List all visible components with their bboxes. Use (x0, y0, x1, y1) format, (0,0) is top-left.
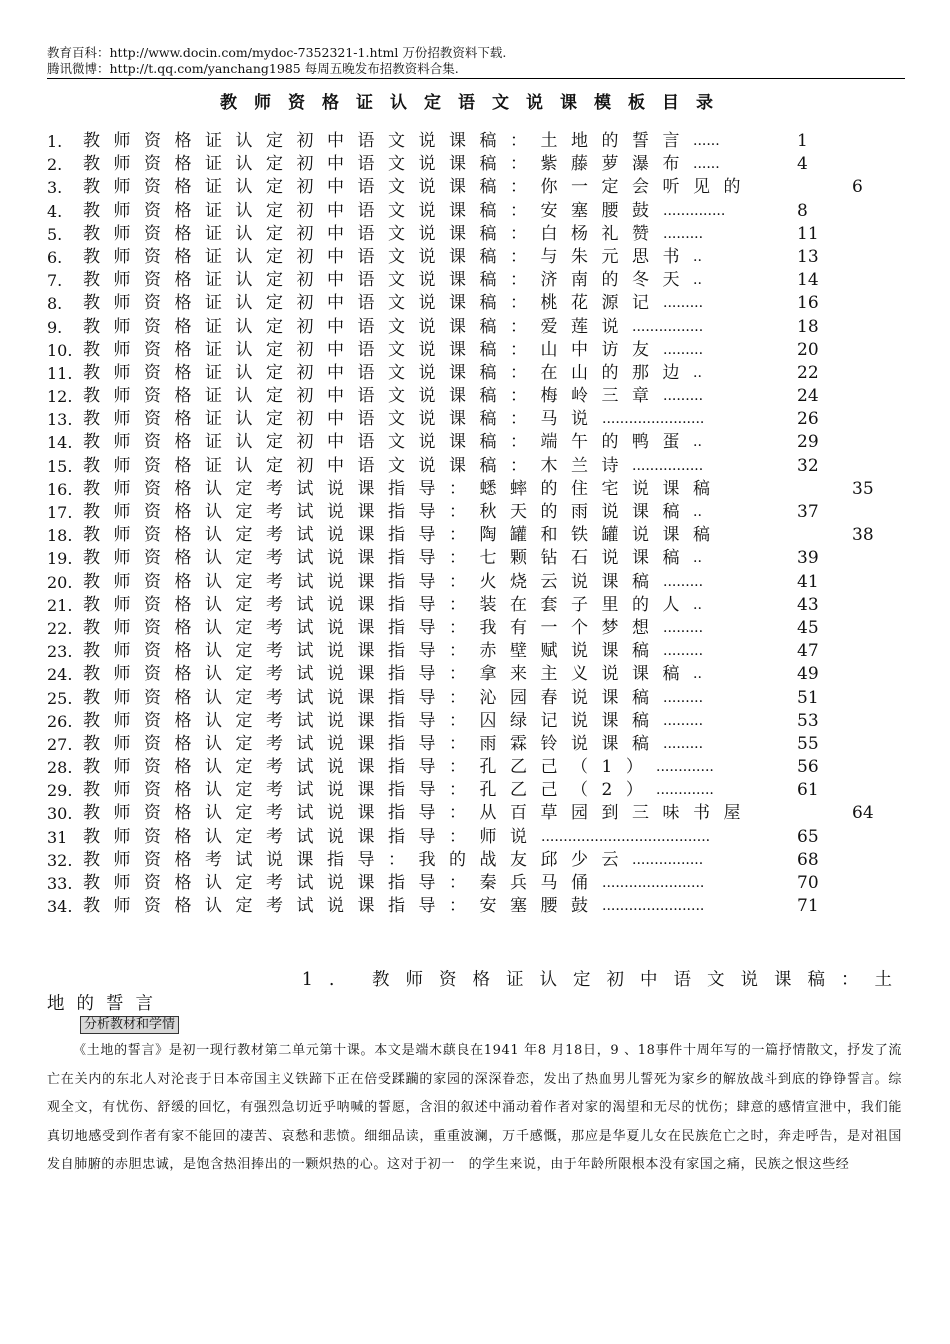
toc-entry-title: 教师资格考试说课指导：我的战友邱少云 (83, 849, 632, 870)
toc-entry-leader: .. (693, 550, 702, 567)
toc-entry-leader: ....................... (602, 411, 705, 428)
toc-entry-title: 教师资格认定考试说课指导：孔乙己（2） (83, 780, 657, 801)
toc-entry-title: 教师资格证认定初中语文说课稿：与朱元思书 (83, 246, 693, 267)
toc-entry-number: 3. (47, 178, 63, 198)
toc-entry-title: 教师资格认定考试说课指导：沁园春说课稿 (83, 687, 663, 708)
toc-entry-number: 28. (47, 758, 73, 778)
toc-entry-title: 教师资格认定考试说课指导：陶罐和铁罐说课稿 (83, 525, 724, 546)
toc-entry-leader: ....................... (602, 875, 705, 891)
toc-entry-number: 24. (47, 665, 73, 685)
toc-entry-leader: .............. (663, 202, 726, 219)
toc-entry-page: 22 (797, 362, 819, 383)
toc-entry-number: 5. (47, 224, 63, 244)
subsection-label: 分析教材和学情 (80, 1016, 179, 1034)
toc-entry-leader: ......... (663, 735, 704, 752)
toc-entry-title: 教师资格证认定初中语文说课稿：桃花源记 (83, 293, 663, 314)
toc-entry[interactable] (47, 849, 887, 872)
toc-entry-title: 教师资格证认定初中语文说课稿：安塞腰鼓 (83, 200, 663, 221)
toc-entry-number: 23. (47, 642, 73, 662)
toc-entry-page: 29 (797, 432, 819, 453)
toc-entry[interactable] (47, 547, 887, 570)
page-header (47, 45, 905, 77)
toc-entry[interactable] (47, 176, 887, 199)
toc-entry-title: 教师资格证认定初中语文说课稿：爱莲说 (83, 316, 632, 337)
toc-entry-page: 39 (797, 548, 819, 569)
toc-entry-leader: .. (693, 434, 702, 451)
toc-entry-number: 34. (47, 897, 73, 917)
toc-entry-number: 9. (47, 317, 63, 337)
toc-entry-leader: .. (693, 248, 702, 265)
toc-entry-leader: .. (693, 666, 702, 683)
toc-entry-number: 2. (47, 155, 63, 175)
toc-entry-number: 6. (47, 247, 63, 267)
toc-entry[interactable] (47, 663, 887, 686)
toc-entry-number: 31 (47, 827, 68, 847)
toc-entry-title: 教师资格认定考试说课指导：拿来主义说课稿 (83, 664, 693, 685)
toc-entry-page: 24 (797, 386, 819, 407)
toc-entry[interactable] (47, 223, 887, 246)
toc-entry-leader: ......... (663, 712, 704, 729)
toc-entry-page: 61 (797, 780, 819, 801)
toc-entry-number: 19. (47, 549, 73, 569)
toc-entry-title: 教师资格认定考试说课指导：囚绿记说课稿 (83, 710, 663, 731)
toc-entry-leader: ......... (663, 619, 704, 636)
toc-entry-number: 10. (47, 340, 73, 360)
toc-entry-page: 68 (797, 849, 819, 870)
toc-entry[interactable] (47, 362, 887, 385)
toc-entry-number: 25. (47, 688, 73, 708)
toc-entry-page: 53 (797, 710, 819, 731)
toc-entry-leader: ...................................... (541, 828, 711, 845)
toc-entry-page: 49 (797, 664, 819, 685)
toc-entry-number: 16. (47, 479, 73, 499)
toc-entry-page: 71 (797, 896, 819, 917)
toc-entry-leader: ......... (663, 388, 704, 405)
toc-entry[interactable] (47, 431, 887, 454)
toc-entry[interactable] (47, 826, 887, 849)
toc-entry[interactable] (47, 802, 887, 825)
toc-entry-number: 7. (47, 271, 63, 291)
toc-entry-title: 教师资格认定考试说课指导：师说 (83, 826, 541, 847)
toc-entry-page: 38 (852, 525, 874, 546)
toc-entry-leader: ....................... (602, 898, 705, 915)
toc-entry-title: 教师资格认定考试说课指导：蟋蟀的住宅说课稿 (83, 478, 724, 499)
toc-entry-page: 51 (797, 687, 819, 708)
toc-entry-leader: .. (693, 364, 702, 381)
toc-entry[interactable] (47, 200, 887, 223)
toc-entry-page: 47 (797, 641, 819, 662)
toc-entry[interactable] (47, 733, 887, 756)
toc-entry-page: 20 (797, 339, 819, 360)
toc-entry[interactable] (47, 269, 887, 292)
toc-entry-number: 21. (47, 595, 73, 615)
toc-entry-title: 教师资格证认定初中语文说课稿：木兰诗 (83, 455, 632, 476)
toc-entry-number: 27. (47, 734, 73, 754)
toc-entry-number: 12. (47, 387, 73, 407)
toc-entry-page: 41 (797, 571, 819, 592)
toc-entry-page: 65 (797, 826, 819, 847)
toc-entry[interactable] (47, 756, 887, 779)
toc-entry[interactable] (47, 524, 887, 547)
toc-entry[interactable] (47, 501, 887, 524)
toc-entry-title: 教师资格证认定初中语文说课稿：你一定会听见的 (83, 177, 754, 198)
toc-entry-title: 教师资格证认定初中语文说课稿：白杨礼赞 (83, 223, 663, 244)
toc-entry-number: 17. (47, 503, 73, 522)
toc-entry-number: 33. (47, 874, 73, 893)
toc-entry-number: 26. (47, 711, 73, 731)
toc-entry-number: 18. (47, 526, 73, 546)
toc-entry-leader: ......... (663, 225, 704, 242)
toc-entry-page: 70 (797, 873, 819, 893)
toc-entry[interactable] (47, 455, 887, 478)
toc-entry-number: 15. (47, 456, 73, 476)
toc-entry-number: 32. (47, 850, 73, 870)
toc-entry-number: 14. (47, 433, 73, 453)
toc-entry-page: 32 (797, 455, 819, 476)
toc-entry-title: 教师资格证认定初中语文说课稿：马说 (83, 409, 602, 430)
section-heading (47, 968, 908, 1016)
toc-entry-page: 13 (797, 246, 819, 267)
toc-entry-number: 20. (47, 572, 73, 592)
toc-entry[interactable] (47, 385, 887, 408)
toc-entry-number: 22. (47, 618, 73, 638)
toc-entry-page: 16 (797, 293, 819, 314)
toc-entry-page: 45 (797, 617, 819, 638)
toc-entry-title: 教师资格认定考试说课指导：安塞腰鼓 (83, 896, 602, 917)
toc-entry[interactable] (47, 710, 887, 733)
header-line-docin: 教育百科：http://www.docin.com/mydoc-7352321-1.html 万份招教资料下载. (47, 45, 507, 60)
toc-entry-title: 教师资格认定考试说课指导：秦兵马俑 (83, 873, 602, 893)
toc-entry-number: 13. (47, 410, 73, 430)
toc-entry[interactable] (47, 316, 887, 339)
toc-entry-leader: ......... (663, 341, 704, 358)
toc-entry-page: 1 (797, 131, 808, 151)
toc-entry-title: 教师资格证认定初中语文说课稿：山中访友 (83, 339, 663, 360)
toc-entry-leader: ...... (693, 133, 720, 149)
toc-entry[interactable] (47, 687, 887, 710)
toc-entry-number: 11. (47, 363, 73, 383)
toc-entry-leader: ...... (693, 156, 720, 173)
toc-entry-page: 14 (797, 270, 819, 291)
section-heading-line2: 地的誓言 (47, 994, 165, 1014)
toc-entry-number: 30. (47, 804, 73, 824)
toc-entry[interactable] (47, 594, 887, 617)
header-line-weibo: 腾讯微博：http://t.qq.com/yanchang1985 每周五晚发布招教资料合集. (47, 61, 459, 76)
document-title: 教师资格证认定语文说课模板目录 (220, 93, 730, 113)
toc-entry-page: 55 (797, 733, 819, 754)
toc-entry-title: 教师资格认定考试说课指导：雨霖铃说课稿 (83, 733, 663, 754)
toc-entry-title: 教师资格认定考试说课指导：七颗钻石说课稿 (83, 548, 693, 569)
toc-entry[interactable] (47, 640, 887, 663)
toc-entry-title: 教师资格证认定初中语文说课稿：梅岭三章 (83, 386, 663, 407)
toc-entry-page: 56 (797, 757, 819, 778)
toc-entry-title: 教师资格证认定初中语文说课稿：济南的冬天 (83, 270, 693, 291)
toc-entry-page: 6 (852, 177, 863, 198)
toc-entry-leader: ................ (632, 851, 704, 868)
header-divider (47, 78, 905, 79)
toc-entry[interactable] (47, 617, 887, 640)
toc-entry-title: 教师资格证认定初中语文说课稿：土地的誓言 (83, 131, 693, 151)
toc-entry-leader: .. (693, 272, 702, 289)
toc-entry-leader: ............. (656, 759, 714, 776)
toc-entry[interactable] (47, 130, 887, 153)
toc-entry-page: 11 (797, 223, 819, 244)
toc-entry-number: 8. (47, 294, 63, 314)
toc-entry-title: 教师资格认定考试说课指导：秋天的雨说课稿 (83, 502, 693, 522)
toc-entry-title: 教师资格认定考试说课指导：装在套子里的人 (83, 594, 693, 615)
toc-entry[interactable] (47, 339, 887, 362)
toc-entry-title: 教师资格认定考试说课指导：赤壁赋说课稿 (83, 641, 663, 662)
toc-entry-number: 29. (47, 781, 73, 801)
toc-entry-title: 教师资格认定考试说课指导：孔乙己（1） (83, 757, 657, 778)
toc-entry-page: 37 (797, 502, 819, 522)
toc-entry[interactable] (47, 895, 887, 918)
toc-entry-page: 35 (852, 478, 874, 499)
toc-entry-page: 26 (797, 409, 819, 430)
toc-entry-title: 教师资格证认定初中语文说课稿：紫藤萝瀑布 (83, 154, 693, 175)
toc-entry[interactable] (47, 478, 887, 501)
toc-entry[interactable] (47, 779, 887, 802)
toc-entry-page: 64 (852, 803, 874, 824)
toc-entry[interactable] (47, 292, 887, 315)
toc-entry-leader: ......... (663, 573, 704, 590)
toc-entry[interactable] (47, 246, 887, 269)
toc-entry-leader: .. (693, 504, 702, 520)
toc-entry-page: 43 (797, 594, 819, 615)
toc-entry-leader: ................ (632, 457, 704, 474)
toc-entry-number: 4. (47, 201, 63, 221)
toc-entry-title: 教师资格证认定初中语文说课稿：在山的那边 (83, 362, 693, 383)
toc-entry-page: 4 (797, 154, 808, 175)
toc-entry-leader: ......... (663, 295, 704, 312)
toc-entry-number: 1. (47, 132, 63, 151)
toc-entry-title: 教师资格认定考试说课指导：火烧云说课稿 (83, 571, 663, 592)
toc-entry-title: 教师资格认定考试说课指导：从百草园到三味书屋 (83, 803, 754, 824)
toc-entry[interactable] (47, 872, 887, 895)
toc-entry[interactable] (47, 408, 887, 431)
toc-entry-leader: ................ (632, 318, 704, 335)
toc-entry[interactable] (47, 153, 887, 176)
body-paragraph: 《土地的誓言》是初一现行教材第二单元第十课。本文是端木蕻良在1941 年8 月18日，9 、18事件十周年写的一篇抒情散文，抒发了流亡在关内的东北人对沦丧于日本帝国主义铁蹄下正在倍受蹂躏的家园的深深眷恋，发出了热血男儿誓死为家乡的解放战斗到底的铮铮誓言。综观全文，有忧伤、舒缓的回忆，有强烈急切近乎呐喊的誓愿，含泪的叙述中涌动着作者对家的渴望和无尽的忧伤；肆意的感情宣泄中，我们能真切地感受到作者有家不能回的凄苦、哀愁和悲愤。细细品读，重重波澜，万千感慨，那应是华夏儿女在民族危亡之时，奔走呼告，是对祖国发自肺腑的赤胆忠诚，是饱含热泪捧出的一颗炽热的心。这对于初一 的学生来说，由于年龄所限根本没有家国之痛，民族之恨这些经 (47, 1043, 902, 1172)
toc-entry-leader: .. (693, 596, 702, 613)
toc-entry-page: 18 (797, 316, 819, 337)
toc-entry[interactable] (47, 571, 887, 594)
toc-entry-leader: ......... (663, 689, 704, 706)
toc-entry-leader: ............. (656, 782, 714, 799)
toc-entry-title: 教师资格认定考试说课指导：我有一个梦想 (83, 617, 663, 638)
toc-entry-title: 教师资格证认定初中语文说课稿：端午的鸭蛋 (83, 432, 693, 453)
toc-entry-leader: ......... (663, 643, 704, 660)
section-heading-line1: 1. 教师资格证认定初中语文说课稿：土 (301, 970, 908, 990)
toc-entry-page: 8 (797, 200, 808, 221)
table-of-contents (47, 130, 887, 918)
